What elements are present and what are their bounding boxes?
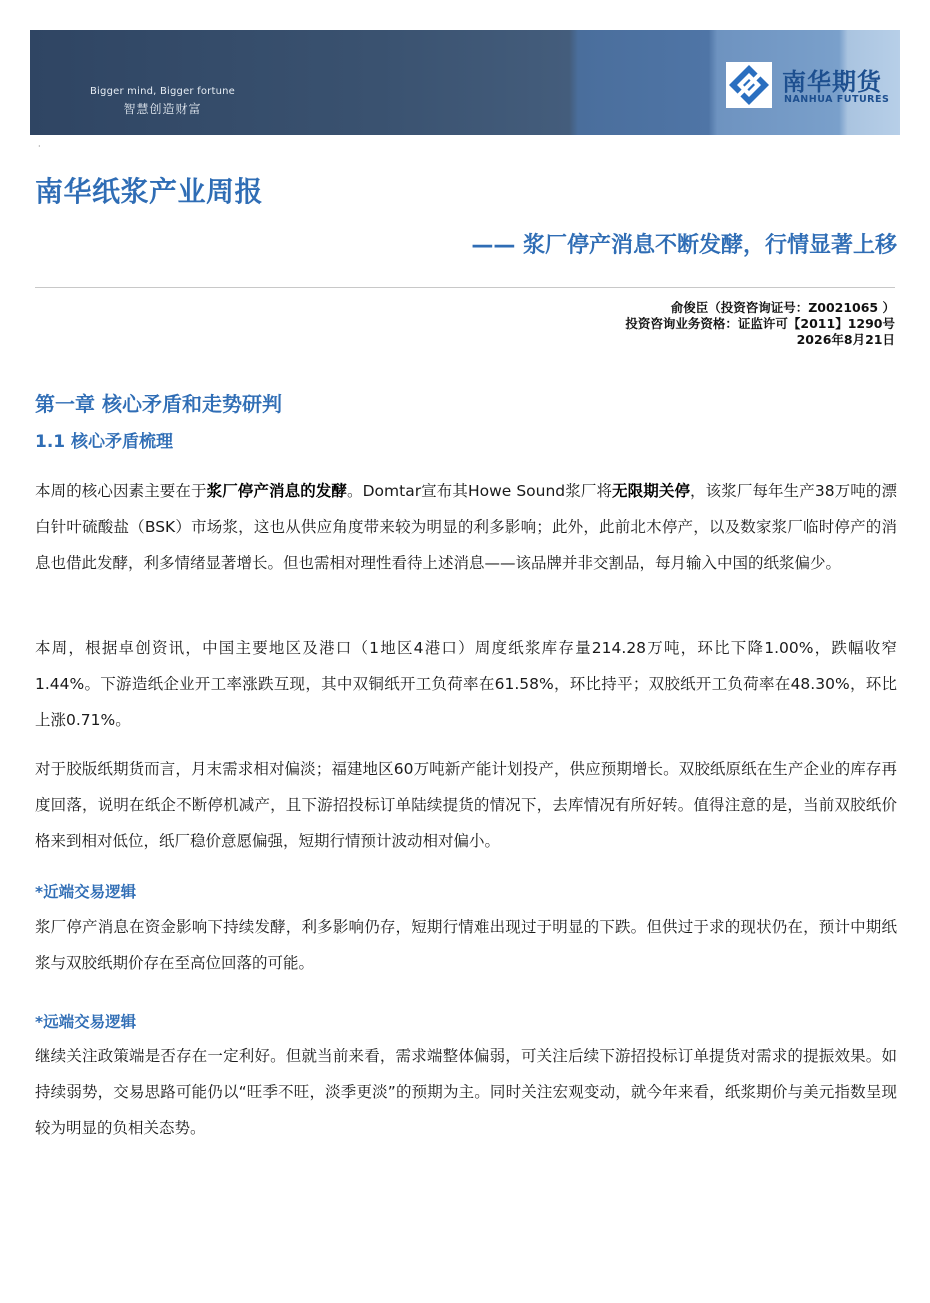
long-term-logic-heading: *远端交易逻辑 (35, 1013, 137, 1031)
text-run: 本周的核心因素主要在于 (35, 482, 207, 500)
paragraph-inventory: 本周，根据卓创资讯，中国主要地区及港口（1地区4港口）周度纸浆库存量214.28万吨，环比下降1.00%，跌幅收窄1.44%。下游造纸企业开工率涨跌互现，其中双铜纸开工负荷率在61.58%，环比持平；双胶纸开工负荷率在48.30%，环比上涨0.71%。 (35, 639, 897, 729)
section-title: 1.1 核心矛盾梳理 (35, 432, 174, 452)
text-run: ，该浆厂每年生产38万吨的漂白针叶硫酸盐（BSK）市场浆，这也从供应角度带来较为明显的利多影响；此外，此前北木停产，以及数家浆厂临时停产的消息也借此发酵，利多情绪显著增长。但也需相对理性看待上述消息——该品牌并非交割品，每月输入中国的纸浆偏少。 (35, 482, 897, 572)
author-info (625, 300, 895, 348)
slogan-chinese: 智慧创造财富 (123, 102, 202, 116)
chapter-title: 第一章 核心矛盾和走势研判 (35, 392, 282, 416)
nanhua-logo-icon (726, 62, 772, 108)
slogan (90, 86, 235, 117)
emphasis-text: 浆厂停产消息的发酵 (206, 482, 347, 500)
logo-english-name: NANHUA FUTURES (784, 94, 890, 105)
author-name: 俞俊臣（投资咨询证号：Z0021065 ） (670, 300, 895, 315)
report-subtitle: —— 浆厂停产消息不断发酵，行情显著上移 (471, 233, 897, 258)
logo-chinese-name: 南华期货 (782, 68, 882, 96)
near-term-logic-heading: *近端交易逻辑 (35, 883, 137, 901)
title-divider (35, 287, 895, 288)
slogan-english: Bigger mind, Bigger fortune (90, 86, 236, 97)
report-title: 南华纸浆产业周报 (35, 175, 264, 208)
paragraph-long-term-logic: 继续关注政策端是否存在一定利好。但就当前来看，需求端整体偏弱，可关注后续下游招投标订单提货对需求的提振效果。如持续弱势，交易思路可能仍以“旺季不旺，淡季更淡”的预期为主。同时关注宏观变动，就今年来看，纸浆期价与美元指数呈现较为明显的负相关态势。 (35, 1047, 897, 1137)
paragraph-core-factors (35, 473, 897, 581)
company-logo (726, 60, 892, 110)
emphasis-text: 无限期关停 (612, 482, 691, 500)
decorative-dot: · (38, 142, 41, 151)
paragraph-offset-paper: 对于胶版纸期货而言，月末需求相对偏淡；福建地区60万吨新产能计划投产，供应预期增长。双胶纸原纸在生产企业的库存再度回落，说明在纸企不断停机减产，且下游招投标订单陆续提货的情况下，去库情况有所好转。值得注意的是，当前双胶纸价格来到相对低位，纸厂稳价意愿偏强，短期行情预计波动相对偏小。 (35, 760, 897, 850)
paragraph-near-term-logic: 浆厂停产消息在资金影响下持续发酵，利多影响仍存，短期行情难出现过于明显的下跌。但供过于求的现状仍在，预计中期纸浆与双胶纸期价存在至高位回落的可能。 (35, 918, 897, 972)
text-run: 。Domtar宣布其Howe Sound浆厂将 (347, 482, 613, 500)
author-qualification: 投资咨询业务资格：证监许可【2011】1290号 (625, 316, 895, 331)
header-banner (30, 30, 900, 135)
report-date: 2026年8月21日 (796, 332, 895, 347)
